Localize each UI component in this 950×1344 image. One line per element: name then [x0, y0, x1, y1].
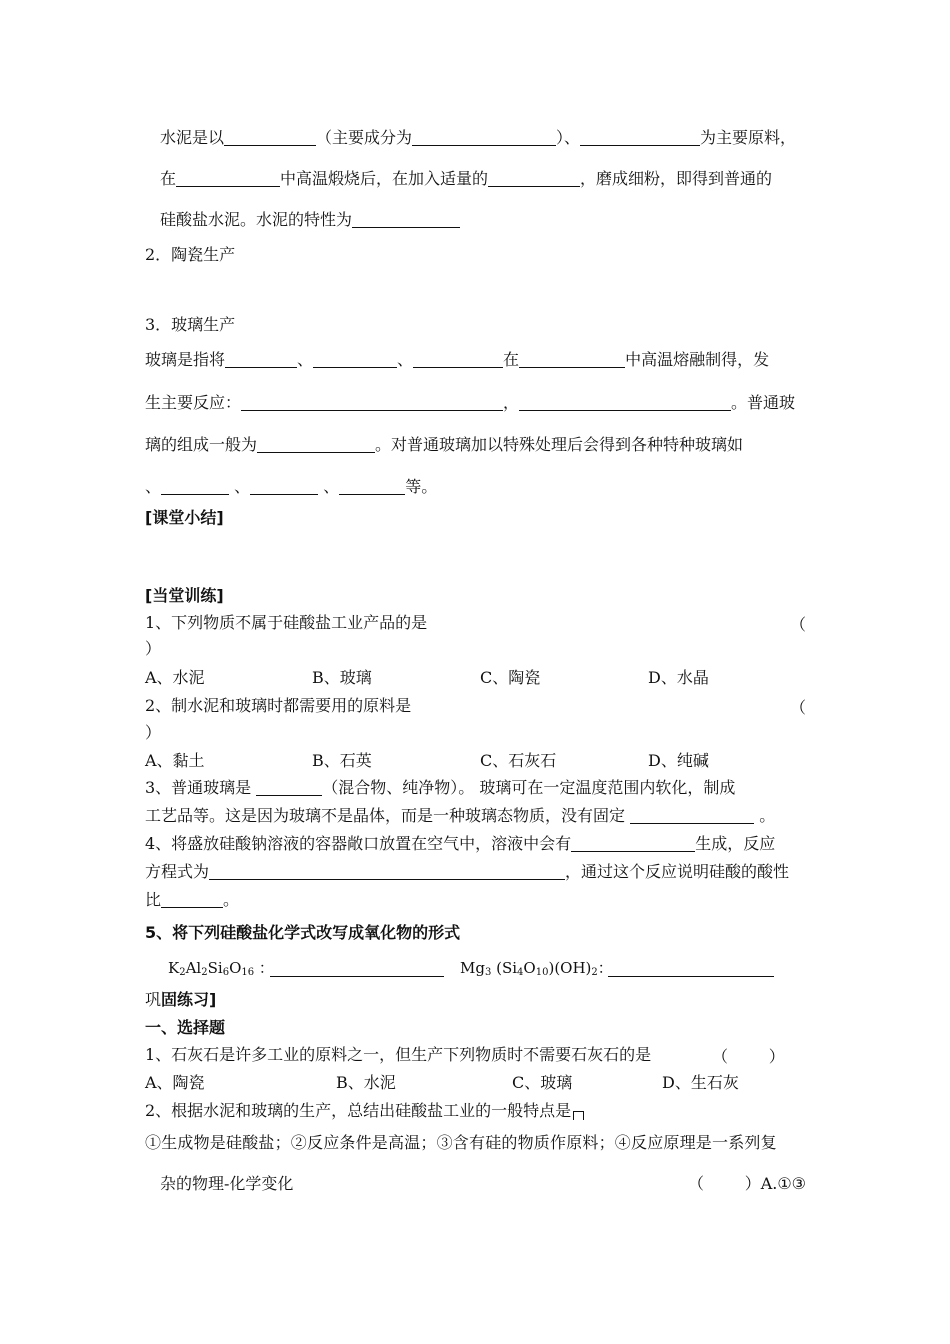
blank: [209, 863, 565, 880]
practice-q1-option-c: C、玻璃: [512, 1073, 573, 1092]
formula-1: [168, 957, 274, 984]
text: 比: [145, 890, 162, 909]
subscript: 4: [517, 967, 524, 978]
glass-line-2: [145, 392, 795, 414]
text: 生成，反应: [695, 834, 776, 853]
subscript: 16: [241, 967, 255, 978]
text: 水泥是以: [160, 128, 225, 147]
blank: [250, 478, 318, 495]
cement-line-1: [160, 127, 796, 149]
blank: [413, 351, 503, 368]
text: 、: [145, 477, 162, 496]
q2-option-d: D、纯碱: [648, 751, 709, 770]
blank: [225, 351, 297, 368]
q2-paren-close: ）: [145, 723, 162, 742]
training-q2: 2、制水泥和玻璃时都需要用的原料是: [145, 696, 412, 715]
text: K: [168, 959, 180, 977]
blank: [412, 129, 556, 146]
formula-2: [460, 957, 613, 984]
text: （主要成分为: [316, 128, 413, 147]
text: 3、普通玻璃是: [145, 778, 252, 797]
training-q3-line-1: [145, 777, 735, 799]
q2-option-c: C、石灰石: [480, 751, 557, 770]
blank: [224, 129, 316, 146]
glass-heading: 3．玻璃生产: [145, 315, 236, 334]
text: 。普通玻: [731, 393, 796, 412]
text: ，通过这个反应说明硅酸的酸性: [565, 862, 790, 881]
subscript: 2: [591, 967, 598, 978]
text: 4、将盛放硅酸钠溶液的容器敞口放置在空气中，溶液中会有: [145, 834, 572, 853]
text: 生主要反应：: [145, 393, 242, 412]
q2-option-b: B、石英: [312, 751, 372, 770]
text: Al: [185, 959, 202, 977]
q1-paren-open: （: [790, 615, 807, 634]
practice-heading: [145, 989, 216, 1011]
blank: [176, 170, 280, 187]
text: 巩: [145, 990, 162, 1009]
text: 、: [297, 350, 314, 369]
practice-q1-paren: （ ）: [712, 1047, 785, 1066]
text: 中高温熔融制得，发: [625, 350, 770, 369]
training-q4-line-3: [145, 889, 239, 911]
blank: [161, 478, 229, 495]
practice-q2: [145, 1100, 584, 1122]
glass-line-1: [145, 349, 769, 371]
text: ）、: [556, 128, 581, 147]
blank: [519, 351, 625, 368]
text: ，磨成细粉，即得到普通的: [580, 169, 773, 188]
text: 方程式为: [145, 862, 210, 881]
blank: [256, 779, 322, 796]
practice-q2-tail: 杂的物理-化学变化: [160, 1174, 294, 1193]
summary-heading: [课堂小结]: [145, 508, 224, 527]
practice-q1-option-d: D、生石灰: [662, 1073, 739, 1092]
q1-paren-close: ）: [145, 639, 162, 658]
text: ：: [597, 959, 613, 977]
text: O: [229, 959, 242, 977]
text: )(OH): [548, 959, 592, 977]
q1-option-c: C、陶瓷: [480, 668, 541, 687]
text: 2、根据水泥和玻璃的生产，总结出硅酸盐工业的一般特点是: [145, 1101, 572, 1120]
practice-q2-paren: （ ）A.①③: [688, 1174, 807, 1193]
text: 为主要原料，: [700, 128, 797, 147]
text: 璃的组成一般为: [145, 435, 258, 454]
blank: [257, 436, 375, 453]
text: Mg: [460, 959, 485, 977]
blank: [580, 129, 700, 146]
training-q5: 5、将下列硅酸盐化学式改写成氧化物的形式: [145, 923, 461, 942]
text: 在: [503, 350, 520, 369]
glass-line-3: [145, 434, 743, 456]
text: 硅酸盐水泥。水泥的特性为: [160, 210, 353, 229]
blank: [352, 211, 460, 228]
text: 、: [397, 350, 414, 369]
blank: [241, 394, 503, 411]
q2-paren-open: （: [790, 698, 807, 717]
practice-q1: 1、石灰石是许多工业的原料之一，但生产下列物质时不需要石灰石的是: [145, 1045, 652, 1064]
formula-2-blank: [608, 960, 774, 977]
blank: [313, 351, 397, 368]
text: O: [523, 959, 536, 977]
text: ，: [503, 393, 520, 412]
q2-option-a: A、黏土: [145, 751, 205, 770]
ceramics-heading: 2．陶瓷生产: [145, 245, 236, 264]
blank: [571, 835, 695, 852]
subscript: 6: [222, 967, 230, 978]
practice-q1-option-b: B、水泥: [336, 1073, 396, 1092]
training-q4-line-2: [145, 861, 789, 883]
practice-q2-items: ①生成物是硅酸盐；②反应条件是高温；③含有硅的物质作原料；④反应原理是一系列复: [145, 1133, 777, 1152]
text: 在: [160, 169, 177, 188]
training-q3-line-2: [145, 805, 775, 827]
text: Si: [207, 959, 223, 977]
cement-line-3: [160, 209, 460, 231]
formula-1-blank: [270, 960, 444, 977]
blank: [519, 394, 731, 411]
text: 。: [759, 806, 776, 825]
corner-mark: [573, 1111, 584, 1120]
text: 玻璃是指将: [145, 350, 226, 369]
training-q4-line-1: [145, 833, 775, 855]
text: 、: [323, 477, 340, 496]
blank: [488, 170, 580, 187]
practice-section: 一、选择题: [145, 1018, 226, 1037]
text: 工艺品等。这是因为玻璃不是晶体，而是一种玻璃态物质，没有固定: [145, 806, 626, 825]
glass-line-4: [145, 476, 437, 498]
subscript: 2: [179, 967, 186, 978]
q1-option-b: B、玻璃: [312, 668, 372, 687]
blank: [161, 891, 223, 908]
text: 中高温煅烧后，在加入适量的: [280, 169, 489, 188]
subscript: 3: [484, 967, 492, 978]
text: （混合物、纯净物）。 玻璃可在一定温度范围内软化，制成: [322, 778, 736, 797]
q1-option-d: D、水晶: [648, 668, 709, 687]
practice-q1-option-a: A、陶瓷: [145, 1073, 205, 1092]
subscript: 2: [201, 967, 208, 978]
q1-option-a: A、水泥: [145, 668, 205, 687]
blank: [630, 807, 754, 824]
text: 、: [234, 477, 251, 496]
text: 固练习]: [161, 990, 217, 1009]
text: (Si: [491, 959, 518, 977]
text: 等。: [405, 477, 438, 496]
text: 。: [223, 890, 240, 909]
text: 。对普通玻璃加以特殊处理后会得到各种特种玻璃如: [375, 435, 744, 454]
blank: [339, 478, 405, 495]
training-q1: 1、下列物质不属于硅酸盐工业产品的是: [145, 613, 428, 632]
text: ：: [254, 959, 274, 977]
training-heading: [当堂训练]: [145, 586, 224, 605]
subscript: 10: [535, 967, 549, 978]
cement-line-2: [160, 168, 772, 190]
